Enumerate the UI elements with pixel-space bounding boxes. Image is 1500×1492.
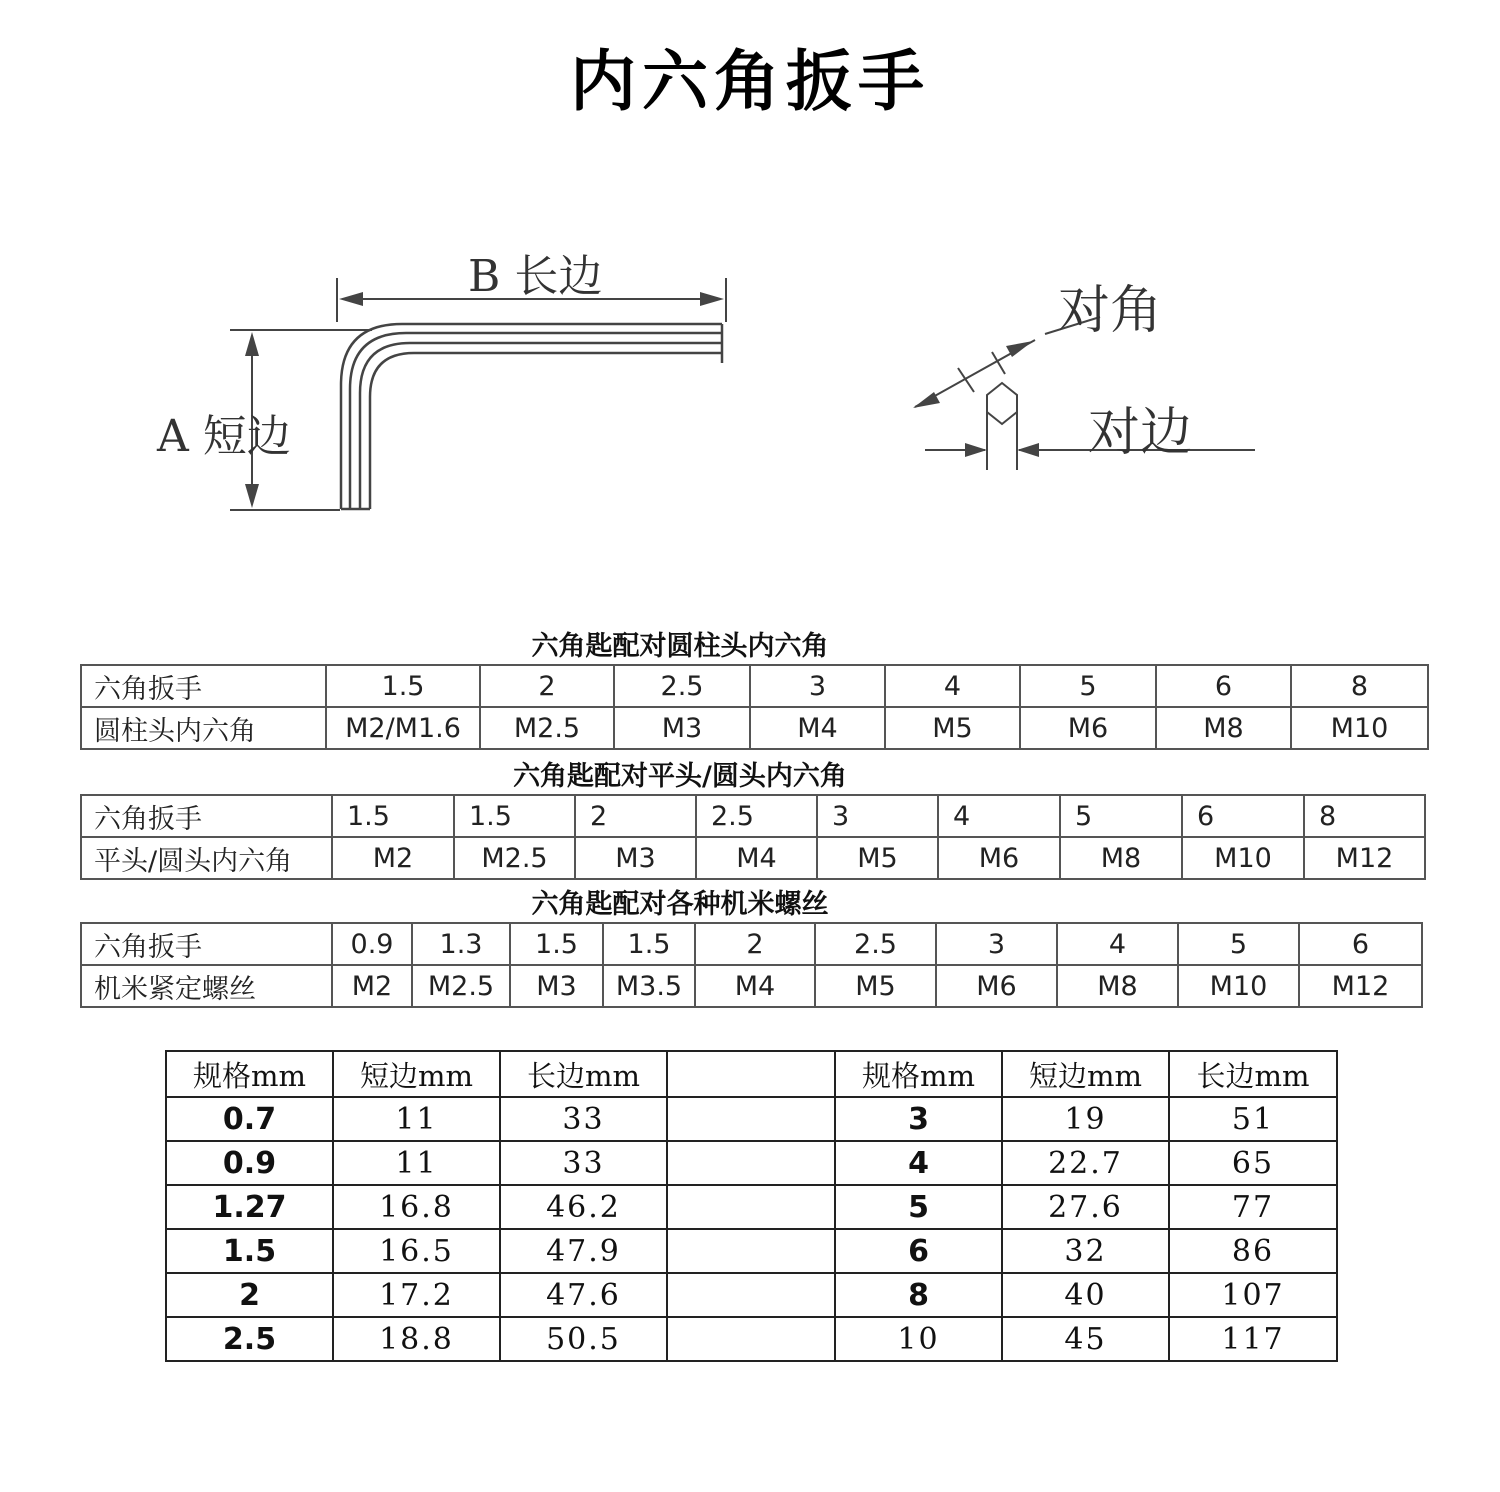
cell: 2.5 [166, 1317, 333, 1361]
cell: 27.6 [1002, 1185, 1169, 1229]
cell: 5 [835, 1185, 1002, 1229]
cell: 1.5 [603, 923, 695, 965]
header-long: 长边mm [1169, 1051, 1337, 1097]
cell: M3 [510, 965, 603, 1007]
cell: 77 [1169, 1185, 1337, 1229]
table-row [81, 795, 1425, 837]
cell: M4 [750, 707, 885, 749]
cell: 2 [695, 923, 815, 965]
cell: 47.9 [500, 1229, 667, 1273]
hex-arrows [913, 341, 1039, 457]
row-label: 圆柱头内六角 [81, 707, 326, 749]
cell: 86 [1169, 1229, 1337, 1273]
cell: 4 [835, 1141, 1002, 1185]
table-row [166, 1185, 1337, 1229]
cell: 33 [500, 1097, 667, 1141]
cell: 51 [1169, 1097, 1337, 1141]
cell: 0.9 [166, 1141, 333, 1185]
cell: M3 [575, 837, 696, 879]
table-row [81, 965, 1422, 1007]
cell: 45 [1002, 1317, 1169, 1361]
table-header-row [166, 1051, 1337, 1097]
cell: 107 [1169, 1273, 1337, 1317]
row-label: 机米紧定螺丝 [81, 965, 332, 1007]
cell: 32 [1002, 1229, 1169, 1273]
cell: M4 [696, 837, 817, 879]
cell: M12 [1299, 965, 1422, 1007]
cell: 3 [835, 1097, 1002, 1141]
spacer-cell [667, 1229, 835, 1273]
spacer-cell [667, 1097, 835, 1141]
cell: M10 [1182, 837, 1304, 879]
cell: 117 [1169, 1317, 1337, 1361]
cell: 10 [835, 1317, 1002, 1361]
cell: 11 [333, 1097, 500, 1141]
cell: 1.5 [510, 923, 603, 965]
header-size: 规格mm [835, 1051, 1002, 1097]
cell: M4 [695, 965, 815, 1007]
header-long: 长边mm [500, 1051, 667, 1097]
cell: 19 [1002, 1097, 1169, 1141]
row-label: 六角扳手 [81, 795, 332, 837]
across-corners-label: 对角 [1058, 281, 1163, 341]
cell: M8 [1057, 965, 1178, 1007]
cell: M3 [614, 707, 750, 749]
cell: 4 [938, 795, 1060, 837]
table-1 [80, 664, 1429, 750]
table-row [81, 665, 1428, 707]
long-side-label: B 长边 [468, 251, 603, 302]
cell: 6 [1299, 923, 1422, 965]
cell: M5 [885, 707, 1020, 749]
cell: 8 [1304, 795, 1425, 837]
cell: M2.5 [454, 837, 575, 879]
l-shape-wrench [341, 324, 722, 509]
cell: 33 [500, 1141, 667, 1185]
cell: 2 [575, 795, 696, 837]
header-size: 规格mm [166, 1051, 333, 1097]
cell: 3 [817, 795, 938, 837]
table-row [81, 837, 1425, 879]
cell: 46.2 [500, 1185, 667, 1229]
cell: 1.5 [166, 1229, 333, 1273]
spacer-cell [667, 1051, 835, 1097]
cell: M2/M1.6 [326, 707, 480, 749]
cell: 16.5 [333, 1229, 500, 1273]
cell: 2 [480, 665, 614, 707]
cell: 17.2 [333, 1273, 500, 1317]
cell: 2.5 [815, 923, 936, 965]
hex-key-diagram [0, 0, 1500, 560]
cell: 0.9 [332, 923, 412, 965]
cell: 1.5 [332, 795, 454, 837]
spacer-cell [667, 1317, 835, 1361]
header-short: 短边mm [1002, 1051, 1169, 1097]
cell: M8 [1156, 707, 1291, 749]
cell: M2.5 [480, 707, 614, 749]
spacer-cell [667, 1141, 835, 1185]
cell: M6 [938, 837, 1060, 879]
cell: 5 [1178, 923, 1299, 965]
cell: 40 [1002, 1273, 1169, 1317]
cell: 50.5 [500, 1317, 667, 1361]
cell: 4 [1057, 923, 1178, 965]
header-short: 短边mm [333, 1051, 500, 1097]
cell: M12 [1304, 837, 1425, 879]
cell: 8 [1291, 665, 1428, 707]
row-label: 平头/圆头内六角 [81, 837, 332, 879]
cell: M3.5 [603, 965, 695, 1007]
table-row [166, 1273, 1337, 1317]
cell: 1.3 [412, 923, 510, 965]
cell: 5 [1060, 795, 1182, 837]
cell: M2.5 [412, 965, 510, 1007]
cell: 3 [750, 665, 885, 707]
cell: 2 [166, 1273, 333, 1317]
cell: 4 [885, 665, 1020, 707]
cell: M2 [332, 965, 412, 1007]
dimension-lines [230, 278, 726, 510]
cell: M2 [332, 837, 454, 879]
table-3-caption: 六角匙配对各种机米螺丝 [531, 889, 829, 920]
cell: M6 [1020, 707, 1156, 749]
cell: 2.5 [614, 665, 750, 707]
cell: 18.8 [333, 1317, 500, 1361]
table-row [166, 1141, 1337, 1185]
cell: 2.5 [696, 795, 817, 837]
table-row [166, 1229, 1337, 1273]
cell: 8 [835, 1273, 1002, 1317]
table-2-caption: 六角匙配对平头/圆头内六角 [513, 761, 847, 792]
cell: 6 [1156, 665, 1291, 707]
cell: 11 [333, 1141, 500, 1185]
spacer-cell [667, 1273, 835, 1317]
cell: M6 [936, 965, 1057, 1007]
cell: 0.7 [166, 1097, 333, 1141]
cell: 1.27 [166, 1185, 333, 1229]
cell: M5 [815, 965, 936, 1007]
row-label: 六角扳手 [81, 665, 326, 707]
cell: 6 [1182, 795, 1304, 837]
cell: 5 [1020, 665, 1156, 707]
page-title: 内六角扳手 [570, 43, 930, 120]
cell: 1.5 [454, 795, 575, 837]
cell: M10 [1291, 707, 1428, 749]
spacer-cell [667, 1185, 835, 1229]
dimension-table [165, 1050, 1338, 1362]
table-3 [80, 922, 1423, 1008]
cell: 47.6 [500, 1273, 667, 1317]
table-row [166, 1097, 1337, 1141]
cell: 3 [936, 923, 1057, 965]
cell: M10 [1178, 965, 1299, 1007]
table-row [166, 1317, 1337, 1361]
cell: M5 [817, 837, 938, 879]
table-1-caption: 六角匙配对圆柱头内六角 [531, 631, 829, 662]
table-row [81, 923, 1422, 965]
table-row [81, 707, 1428, 749]
row-label: 六角扳手 [81, 923, 332, 965]
across-flats-label: 对边 [1088, 403, 1193, 463]
cell: M8 [1060, 837, 1182, 879]
table-2 [80, 794, 1426, 880]
cell: 65 [1169, 1141, 1337, 1185]
cell: 1.5 [326, 665, 480, 707]
cell: 6 [835, 1229, 1002, 1273]
cell: 22.7 [1002, 1141, 1169, 1185]
short-side-label: A 短边 [157, 411, 291, 462]
cell: 16.8 [333, 1185, 500, 1229]
